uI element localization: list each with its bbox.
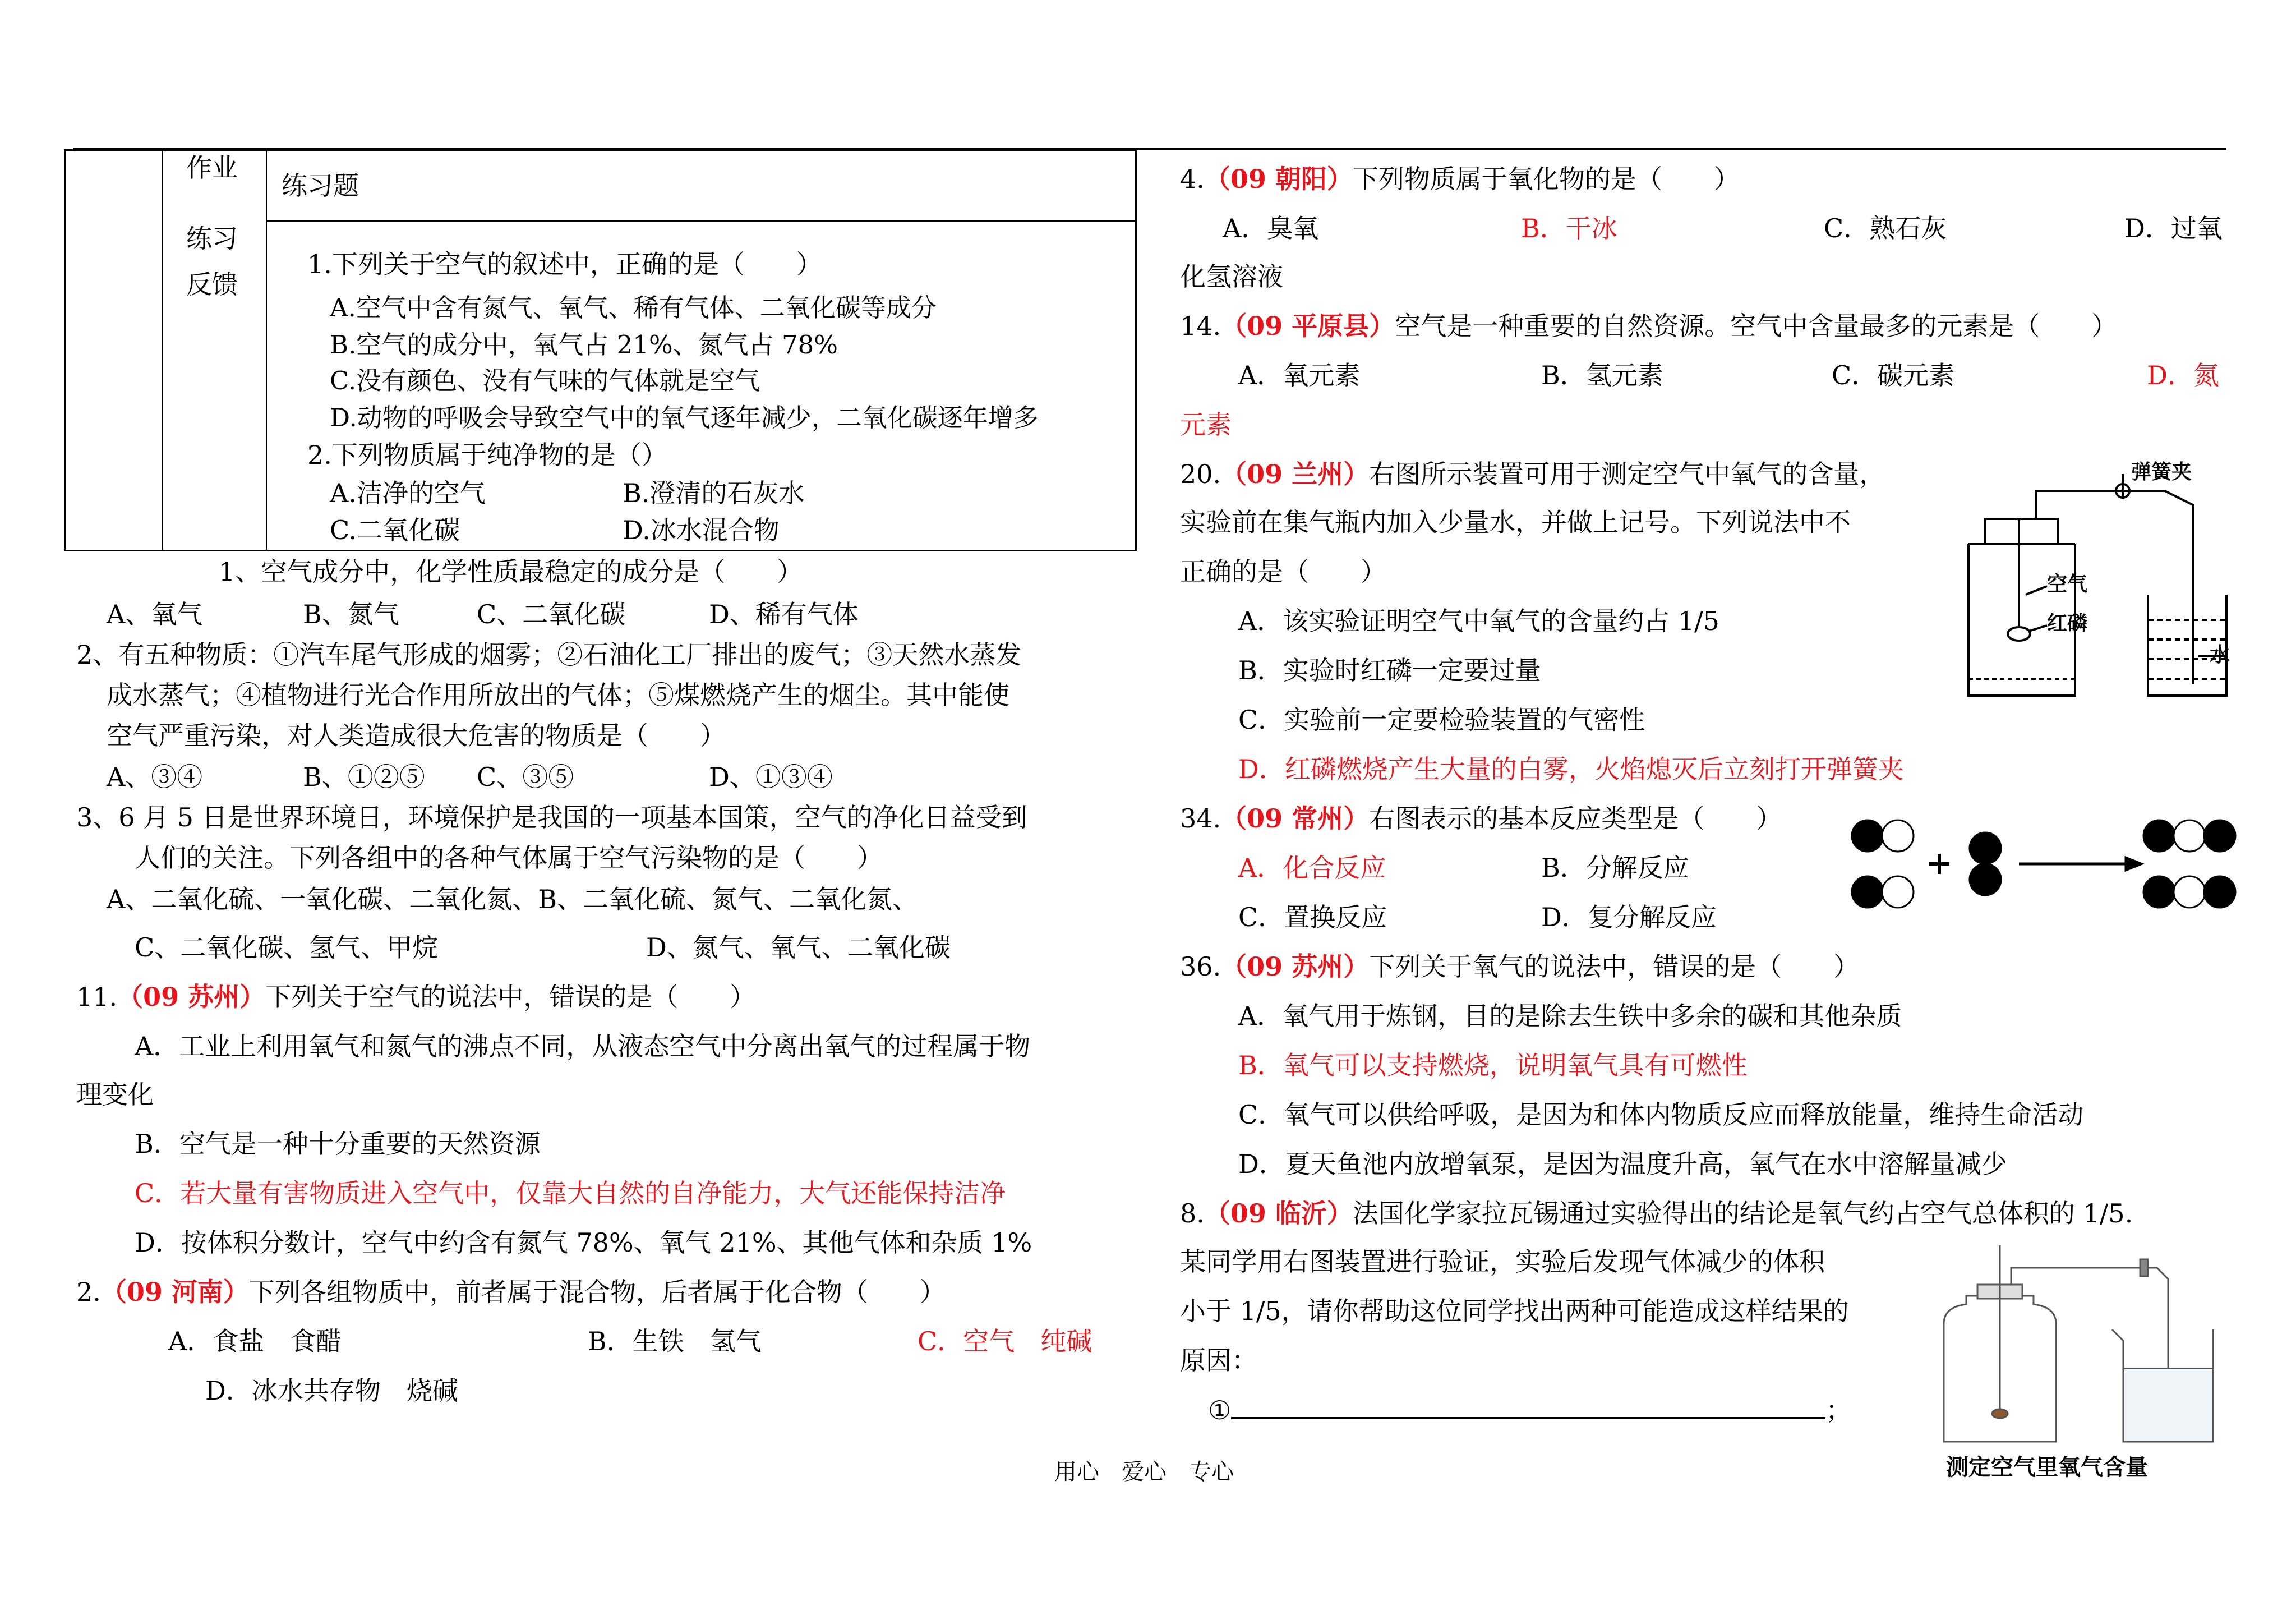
left-q2-line2: 成水蒸气；④植物进行光合作用所放出的气体；⑤煤燃烧产生的烟尘。其中能使 [107,680,1009,710]
left-q2h [76,1277,946,1308]
right-q4-d2: 化氢溶液 [1180,261,1283,292]
left-q3-d: D、氮气、氧气、二氧化碳 [646,932,951,963]
left-q1-a: A、氧气 [107,599,203,629]
left-q2h-d: D．冰水共存物 烧碱 [205,1375,458,1406]
right-q20-a: A．该实验证明空气中氧气的含量约占 1/5 [1238,606,1719,636]
left-q2h-c: C．空气 纯碱 [918,1326,1092,1356]
right-q20-line1 [1180,459,1885,490]
table-q1-c: C.没有颜色、没有气味的气体就是空气 [330,366,760,395]
reaction-diagram [1845,813,2238,914]
table-q1-a: A.空气中含有氮气、氧气、稀有气体、二氧化碳等成分 [330,293,937,323]
right-q20-b: B．实验时红磷一定要过量 [1238,655,1541,686]
table-q2: 2.下列物质属于纯净物的是（） [307,440,667,470]
q14-number: 14. [1180,311,1221,341]
left-q3-ab: A、二氧化硫、一氧化碳、二氧化氮、B、二氧化硫、氮气、二氧化氮、 [107,884,919,914]
q4-text: 下列物质属于氧化物的是（ ） [1352,164,1740,194]
q14-text: 空气是一种重要的自然资源。空气中含量最多的元素是（ ） [1395,311,2118,341]
table-col-practice-2: 反馈 [186,269,238,300]
apparatus-diagram-2 [1933,1245,2224,1447]
q20-number: 20. [1180,459,1221,489]
right-q34-c: C．置换反应 [1238,902,1387,932]
q4-number: 4. [1180,164,1205,194]
left-q2h-b: B．生铁 氢气 [588,1326,762,1356]
q8-source: （09 临沂） [1204,1198,1353,1229]
page-footer: 用心 爱心 专心 [1054,1459,1234,1485]
q36-source: （09 苏州） [1221,951,1370,982]
right-q8-line4: 原因： [1180,1345,1257,1375]
left-q3-line1: 3、6 月 5 日是世界环境日，环境保护是我国的一项基本国策，空气的净化日益受到 [76,802,1027,832]
table-col-practice-1: 练习 [186,223,238,254]
right-q14-b: B．氢元素 [1541,360,1663,390]
right-q14 [1180,311,2117,342]
fig1-water-label: 水 [2210,643,2230,666]
left-q2-d: D、①③④ [709,762,833,792]
right-q8-line1 [1180,1198,2133,1229]
reaction-molecules [1845,813,2238,914]
q11-number: 11. [76,982,118,1012]
q14-source: （09 平原县） [1221,311,1395,341]
answer-blank[interactable] [1231,1395,1825,1419]
answer-mark: ① [1208,1395,1232,1425]
left-q11-a1: A．工业上利用氧气和氮气的沸点不同，从液态空气中分离出氧气的过程属于物 [135,1031,1031,1061]
left-q11-b: B．空气是一种十分重要的天然资源 [135,1129,541,1159]
right-q20-d: D．红磷燃烧产生大量的白雾，火焰熄灭后立刻打开弹簧夹 [1238,754,1904,784]
right-q20-c: C．实验前一定要检验装置的气密性 [1238,705,1645,735]
right-q20-line2: 实验前在集气瓶内加入少量水，并做上记号。下列说法中不 [1180,507,1851,537]
left-q11-a2: 理变化 [76,1079,154,1110]
q20-text: 右图所示装置可用于测定空气中氧气的含量， [1369,459,1885,489]
right-q8-answer-line [1208,1395,1851,1426]
right-q34-b: B．分解反应 [1541,853,1689,883]
q34-number: 34. [1180,803,1221,834]
right-q20-line3: 正确的是（ ） [1180,556,1386,587]
left-q1: 1、空气成分中，化学性质最稳定的成分是（ ） [219,556,803,587]
right-q34 [1180,803,1782,834]
table-q2-d: D.冰水混合物 [623,515,780,545]
q20-source: （09 兰州） [1221,459,1370,489]
table-q1-b: B.空气的成分中，氧气占 21%、氮气占 78% [330,330,838,360]
q36-text: 下列关于氧气的说法中，错误的是（ ） [1369,951,1860,982]
left-q3-line2: 人们的关注。下列各组中的各种气体属于空气污染物的是（ ） [135,843,883,873]
table-q2-a: A.洁净的空气 [330,478,486,508]
right-q14-d2: 元素 [1180,410,1232,440]
q2h-text: 下列各组物质中，前者属于混合物，后者属于化合物（ ） [248,1277,946,1307]
right-q8-line3: 小于 1/5，请你帮助这位同学找出两种可能造成这样结果的 [1180,1296,1849,1326]
table-q1: 1.下列关于空气的叙述中，正确的是（ ） [307,249,822,279]
q8-text: 法国化学家拉瓦锡通过实验得出的结论是氧气约占空气总体积的 1/5. [1352,1198,2133,1229]
table-q1-d: D.动物的呼吸会导致空气中的氧气逐年减少，二氧化碳逐年增多 [330,403,1039,433]
left-q2-a: A、③④ [107,762,203,792]
right-q8-line2: 某同学用右图装置进行验证，实验后发现气体减少的体积 [1180,1246,1825,1277]
table-header-exercise: 练习题 [282,171,359,201]
q4-source: （09 朝阳） [1204,164,1353,194]
left-q1-b: B、氮气 [303,599,399,629]
right-q36-b: B．氧气可以支持燃烧，说明氧气具有可燃性 [1238,1050,1748,1080]
answer-end: ； [1825,1395,1852,1425]
left-q2-b: B、①②⑤ [303,762,425,792]
q8-number: 8. [1180,1198,1205,1229]
q2h-number: 2. [76,1277,101,1307]
right-q36 [1180,951,1859,982]
right-q4-b: B．干冰 [1521,213,1617,243]
left-q2-line3: 空气严重污染，对人类造成很大危害的物质是（ ） [107,720,726,751]
q11-source: （09 苏州） [117,982,266,1012]
table-col-homework: 作业 [186,153,238,183]
left-q11 [76,982,755,1013]
table-q2-b: B.澄清的石灰水 [623,478,805,508]
fig1-phosphorus-label: 红磷 [2047,611,2088,635]
right-q14-a: A．氧元素 [1238,360,1361,390]
right-q14-d1: D．氮 [2147,360,2219,390]
right-q4 [1180,164,1740,195]
q34-text: 右图表示的基本反应类型是（ ） [1369,803,1782,834]
left-q1-d: D、稀有气体 [709,599,859,629]
left-q3-c: C、二氧化碳、氢气、甲烷 [135,932,439,963]
fig1-clip-label: 弹簧夹 [2131,460,2192,484]
fig1-air-label: 空气 [2047,572,2088,596]
left-q2-line1: 2、有五种物质：①汽车尾气形成的烟雾；②石油化工厂排出的废气；③天然水蒸发 [76,640,1022,670]
fig2-caption: 测定空气里氧气含量 [1946,1455,2148,1480]
left-q11-d: D．按体积分数计，空气中约含有氮气 78%、氧气 21%、其他气体和杂质 1% [135,1227,1032,1258]
left-q2h-a: A．食盐 食醋 [168,1326,342,1356]
apparatus-diagram-1 [1963,460,2232,701]
table-q2-c: C.二氧化碳 [330,515,460,545]
left-q1-c: C、二氧化碳 [477,599,626,629]
right-q36-d: D．夏天鱼池内放增氧泵，是因为温度升高，氧气在水中溶解量减少 [1238,1149,2007,1179]
right-q34-d: D．复分解反应 [1541,902,1717,932]
q11-text: 下列关于空气的说法中，错误的是（ ） [265,982,756,1012]
apparatus-figure-1 [1963,460,2232,701]
right-q36-c: C．氧气可以供给呼吸，是因为和体内物质反应而释放能量，维持生命活动 [1238,1099,2084,1130]
left-q2-c: C、③⑤ [477,762,574,792]
right-q4-c: C．熟石灰 [1824,213,1947,243]
right-q36-a: A．氧气用于炼钢，目的是除去生铁中多余的碳和其他杂质 [1238,1001,1902,1031]
q34-source: （09 常州） [1221,803,1370,834]
left-q11-c: C．若大量有害物质进入空气中，仅靠大自然的自净能力，大气还能保持洁净 [135,1178,1006,1208]
q36-number: 36. [1180,951,1221,982]
right-q4-a: A．臭氧 [1223,213,1319,243]
q2h-source: （09 河南） [100,1277,249,1307]
right-q4-d1: D．过氧 [2124,213,2223,243]
right-q34-a: A．化合反应 [1238,853,1386,883]
apparatus-figure-2 [1933,1245,2224,1487]
right-q14-c: C．碳元素 [1832,360,1955,390]
